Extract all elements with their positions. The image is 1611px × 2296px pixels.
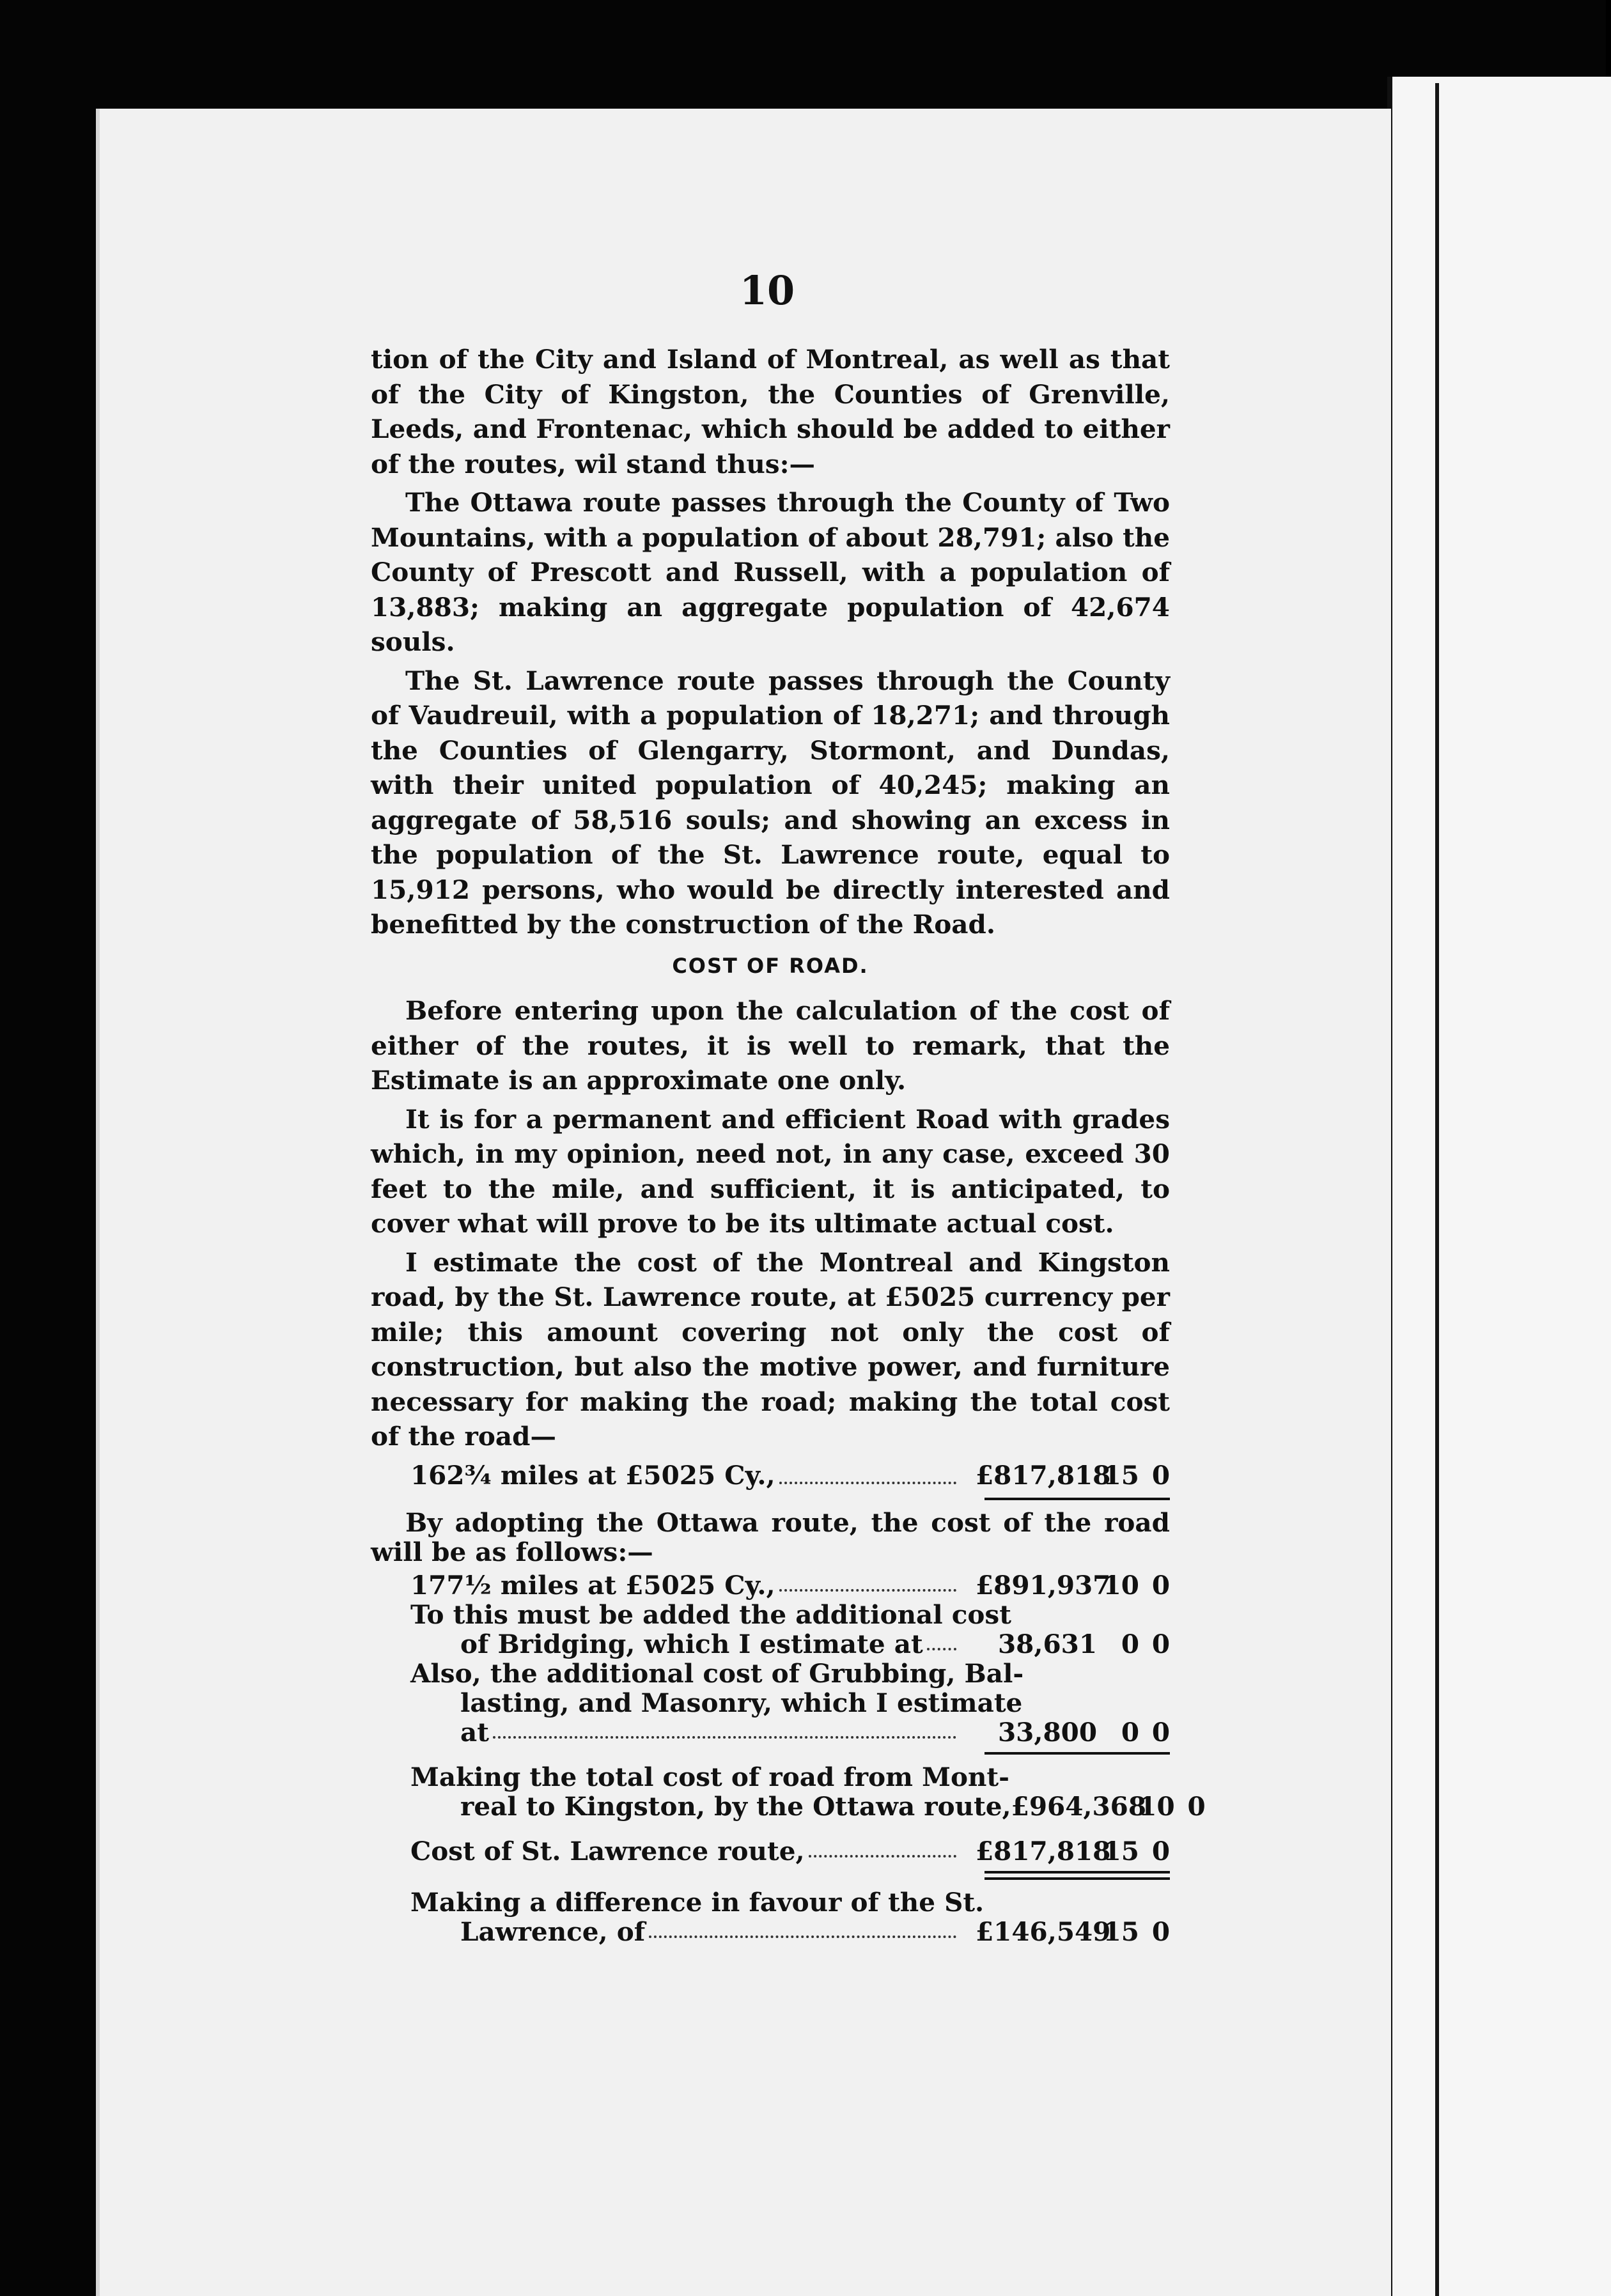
paragraph: Before entering upon the calculation of the cost of either of the routes, it is well to remark, that the Estimate is an approximate one only. xyxy=(371,995,1170,1096)
amount-pounds: £146,549 xyxy=(976,1916,1111,1947)
leader-dots xyxy=(649,1917,956,1938)
amount-shillings: 15 xyxy=(1103,1916,1139,1947)
cost-label: lasting, and Masonry, which I estimate xyxy=(460,1687,1023,1718)
amount-pounds: £891,937 xyxy=(976,1570,1111,1601)
paragraph: tion of the City and Island of Montreal, as well as that of the City of Kingston, the Counties of Grenville, Leeds, and Frontenac, which should be added to either of the routes, wil stand thus:— xyxy=(371,344,1170,479)
amount-pence: 0 xyxy=(1151,1629,1170,1659)
amount-shillings: 15 xyxy=(1103,1459,1139,1491)
cost-label: 162¾ miles at £5025 Cy., xyxy=(410,1459,775,1491)
amount-pounds: 33,800 xyxy=(998,1717,1097,1748)
amount-shillings: 0 xyxy=(1121,1629,1139,1659)
cost-label: of Bridging, which I estimate at xyxy=(460,1629,923,1659)
cost-label: real to Kingston, by the Ottawa route, xyxy=(460,1791,1011,1822)
paragraph: The St. Lawrence route passes through the County of Vaudreuil, with a population of 18,271; and through the Counties of Glengarry, Stormont, and Dundas, with their united population of 40,245; making an aggregate of 58,516 souls; and showing an excess in the population of the St. Lawrence route, equal to 15,912 persons, who would be directly interested and benefitted by the construction of the Road. xyxy=(371,665,1170,940)
paragraph: It is for a permanent and efficient Road with grades which, in my opinion, need not, in any case, exceed 30 feet to the mile, and sufficient, it is anticipated, to cover what will prove to be its ultimate actual cost. xyxy=(371,1103,1170,1239)
paragraph: By adopting the Ottawa route, the cost of the road will be as follows:— xyxy=(371,1507,1170,1567)
sum-rule xyxy=(984,1752,1170,1755)
amount-shillings: 10 xyxy=(1103,1570,1139,1601)
cost-label: Cost of St. Lawrence route, xyxy=(410,1836,805,1866)
cost-line-bridging-text xyxy=(371,1600,1170,1629)
difference-rule xyxy=(984,1871,1170,1880)
cost-line-ottawa-miles xyxy=(371,1571,1170,1600)
leader-dots xyxy=(779,1458,956,1485)
cost-label: Lawrence, of xyxy=(460,1916,646,1947)
leader-dots xyxy=(927,1629,956,1650)
amount-pounds: £817,818 xyxy=(976,1459,1111,1491)
leader-dots xyxy=(493,1718,956,1739)
cost-line-grubbing xyxy=(371,1718,1170,1747)
paragraph: I estimate the cost of the Montreal and Kingston road, by the St. Lawrence route, at £5025 currency per mile; this amount covering not only the cost of construction, but also the motive power, and furniture necessary for making the road; making the total cost of the road— xyxy=(371,1246,1170,1452)
cost-label: Making the total cost of road from Mont- xyxy=(410,1762,1009,1792)
amount-shillings: 15 xyxy=(1103,1836,1139,1866)
amount-pence: 0 xyxy=(1151,1836,1170,1866)
cost-line-grubbing-text xyxy=(371,1659,1170,1688)
cost-label: Making a difference in favour of the St. xyxy=(410,1887,984,1918)
amount-shillings: 10 xyxy=(1139,1791,1175,1822)
cost-line-bridging xyxy=(371,1629,1170,1659)
amount-pence: 0 xyxy=(1151,1459,1170,1491)
amount-shillings: 0 xyxy=(1121,1717,1139,1748)
ottawa-total xyxy=(371,1791,1206,1822)
cost-label: Also, the additional cost of Grubbing, Bal- xyxy=(410,1658,1024,1689)
st-lawrence-total xyxy=(371,1836,1170,1866)
amount-pence: 0 xyxy=(1187,1791,1206,1822)
amount-pounds: 38,631 xyxy=(998,1629,1097,1659)
cost-label: To this must be added the additional cost xyxy=(410,1599,1011,1630)
amount-pounds: £964,368 xyxy=(1011,1791,1147,1822)
amount-pence: 0 xyxy=(1151,1916,1170,1947)
page-number: 10 xyxy=(739,267,795,314)
amount-pence: 0 xyxy=(1151,1717,1170,1748)
ottawa-total-text xyxy=(371,1762,1170,1792)
difference-total xyxy=(371,1917,1170,1946)
facing-page-edge xyxy=(1387,77,1611,2296)
paragraph: The Ottawa route passes through the County of Two Mountains, with a population of about 28,791; also the County of Prescott and Russell, with a population of 13,883; making an aggregate population of 42,674 souls. xyxy=(371,487,1170,657)
difference-text xyxy=(371,1888,1170,1917)
page-body xyxy=(371,342,1206,1947)
section-heading: COST OF ROAD. xyxy=(672,953,869,978)
leader-dots xyxy=(779,1571,956,1592)
amount-pounds: £817,818 xyxy=(976,1836,1111,1866)
leader-dots xyxy=(809,1836,956,1858)
cost-label: at xyxy=(460,1717,489,1748)
sum-rule xyxy=(984,1498,1170,1500)
cost-line-st-lawrence xyxy=(371,1458,1170,1493)
cost-line-grubbing-text-2 xyxy=(371,1688,1170,1718)
amount-pence: 0 xyxy=(1151,1570,1170,1601)
cost-label: 177½ miles at £5025 Cy., xyxy=(410,1570,775,1601)
page-fold-line xyxy=(1435,83,1439,2296)
